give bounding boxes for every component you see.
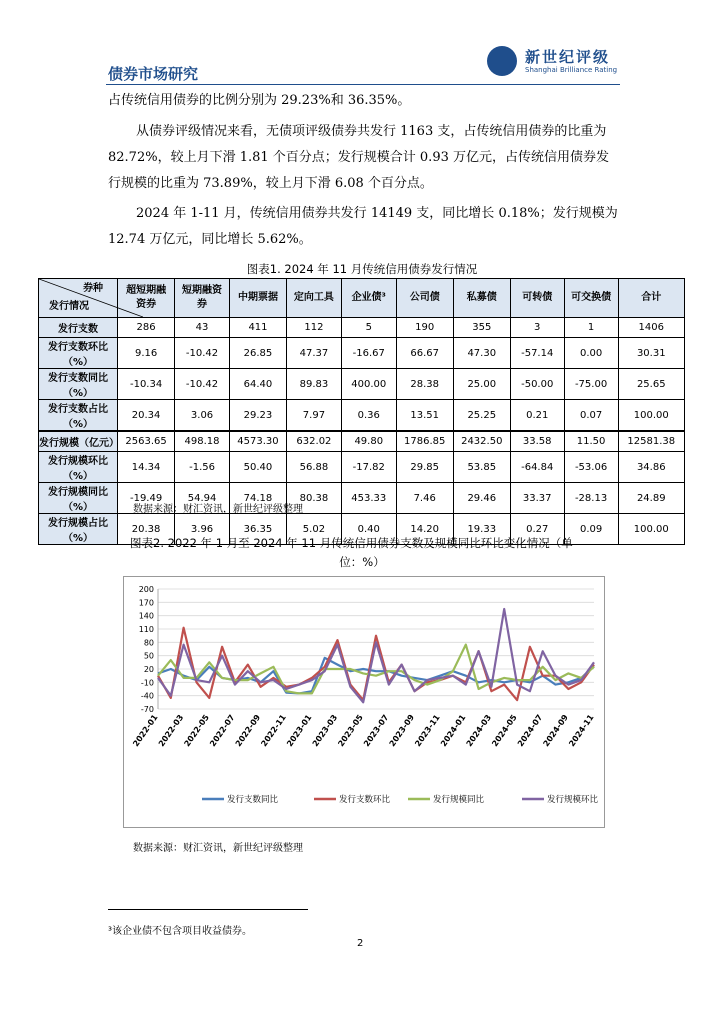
- table-cell: 355: [453, 318, 510, 338]
- table-cell: 64.40: [229, 369, 286, 400]
- corner-bottom-label: 发行情况: [49, 301, 89, 312]
- table-row: [39, 338, 685, 369]
- table-row: [39, 452, 685, 483]
- table-caption: 图表1. 2024 年 11 月传统信用债券发行情况: [246, 262, 478, 276]
- column-header: 超短期融资券: [118, 279, 175, 318]
- legend-label: 发行支数环比: [339, 795, 391, 805]
- y-tick-label: 170: [138, 598, 154, 608]
- x-tick-label: 2024-11: [567, 712, 596, 749]
- table-cell: -10.42: [175, 338, 230, 369]
- table-cell: -16.67: [341, 338, 396, 369]
- table-cell: 14.20: [396, 514, 453, 545]
- y-tick-label: 20: [143, 665, 154, 674]
- table-cell: 498.18: [175, 431, 230, 452]
- table-cell: 0.21: [510, 400, 564, 432]
- y-tick-label: 200: [138, 585, 154, 594]
- x-tick-label: 2022-05: [182, 712, 211, 749]
- column-header: 定向工具: [287, 279, 342, 318]
- table-cell: -57.14: [510, 338, 564, 369]
- footnote: ³该企业债不包含项目收益债券。: [108, 926, 253, 937]
- column-header: 私募债: [453, 279, 510, 318]
- table-cell: 0.36: [341, 400, 396, 432]
- x-tick-label: 2023-11: [413, 712, 442, 749]
- table-cell: 74.18: [229, 483, 286, 514]
- table-cell: 19.33: [453, 514, 510, 545]
- row-label: 发行规模占比（%）: [39, 514, 118, 545]
- x-tick-label: 2024-01: [438, 712, 468, 749]
- table-cell: 14.34: [118, 452, 175, 483]
- table-cell: 20.38: [118, 514, 175, 545]
- table-cell: 0.00: [564, 338, 618, 369]
- table-cell: 0.09: [564, 514, 618, 545]
- column-header: 合计: [618, 279, 684, 318]
- table-cell: 100.00: [618, 400, 684, 432]
- table-cell: 26.85: [229, 338, 286, 369]
- table-cell: 5.02: [287, 514, 342, 545]
- table-cell: 13.51: [396, 400, 453, 432]
- table-cell: 411: [229, 318, 286, 338]
- row-label: 发行规模（亿元）: [39, 431, 118, 452]
- table-cell: 400.00: [341, 369, 396, 400]
- table-cell: 1406: [618, 318, 684, 338]
- legend-label: 发行规模环比: [547, 795, 599, 805]
- table-cell: 632.02: [287, 431, 342, 452]
- x-tick-label: 2023-03: [310, 712, 340, 749]
- table-cell: 1786.85: [396, 431, 453, 452]
- column-header: 企业债³: [341, 279, 396, 318]
- table-cell: -19.49: [118, 483, 175, 514]
- table-cell: -28.13: [564, 483, 618, 514]
- table-cell: 112: [287, 318, 342, 338]
- table-cell: 4573.30: [229, 431, 286, 452]
- y-tick-label: 140: [138, 611, 154, 621]
- table-cell: -75.00: [564, 369, 618, 400]
- paragraph-1: 占传统信用债券的比例分别为 29.23%和 36.35%。: [108, 93, 411, 108]
- logo-english-name: Shanghai Brilliance Rating: [525, 66, 618, 74]
- table-cell: 30.31: [618, 338, 684, 369]
- table-cell: 0.07: [564, 400, 618, 432]
- table-cell: 53.85: [453, 452, 510, 483]
- paragraph-3: 2024 年 1-11 月，传统信用债券共发行 14149 支，同比增长 0.18%；发行规模为 12.74 万亿元，同比增长 5.62%。: [108, 206, 618, 247]
- x-tick-label: 2023-01: [285, 712, 314, 749]
- table-cell: -10.34: [118, 369, 175, 400]
- table-cell: 54.94: [175, 483, 230, 514]
- table-row: [39, 431, 685, 452]
- row-label: 发行支数环比（%）: [39, 338, 118, 369]
- section-title: 债券市场研究: [108, 65, 199, 83]
- table-cell: 3.06: [175, 400, 230, 432]
- table-cell: -64.84: [510, 452, 564, 483]
- table-cell: 56.88: [287, 452, 342, 483]
- y-tick-label: 50: [143, 651, 154, 661]
- y-tick-label: -10: [140, 678, 154, 688]
- y-tick-label: 110: [138, 625, 154, 634]
- logo-chinese-name: 新世纪评级: [525, 48, 611, 66]
- paragraph-2: 从债券评级情况来看，无债项评级债券共发行 1163 支，占传统信用债券的比重为 82.72%，较上月下滑 1.81 个百分点；发行规模合计 0.93 万亿元，占传统信用债券发行规模的比重为 73.89%，较上月下滑 6.08 个百分点。: [108, 124, 609, 191]
- header-rule: [106, 84, 620, 85]
- table-cell: 12581.38: [618, 431, 684, 452]
- x-tick-label: 2023-05: [336, 712, 365, 749]
- table-cell: 190: [396, 318, 453, 338]
- y-tick-label: -70: [140, 705, 154, 714]
- table-cell: 28.38: [396, 369, 453, 400]
- table-cell: 2432.50: [453, 431, 510, 452]
- table-cell: 66.67: [396, 338, 453, 369]
- table-cell: 0.27: [510, 514, 564, 545]
- column-header: 可转债: [510, 279, 564, 318]
- x-tick-label: 2024-05: [490, 712, 519, 749]
- row-label: 发行支数占比（%）: [39, 400, 118, 432]
- footnote-rule: [108, 909, 308, 910]
- line-chart-frame: [123, 576, 605, 828]
- x-tick-label: 2022-11: [259, 712, 288, 749]
- series-line-2: [158, 628, 594, 700]
- table-cell: 47.37: [287, 338, 342, 369]
- table-cell: 3.96: [175, 514, 230, 545]
- table-row: [39, 400, 685, 432]
- table-cell: 33.37: [510, 483, 564, 514]
- table-cell: -10.42: [175, 369, 230, 400]
- table-cell: 100.00: [618, 514, 684, 545]
- column-header: 中期票据: [229, 279, 286, 318]
- x-tick-label: 2022-03: [156, 712, 186, 749]
- column-header: 公司债: [396, 279, 453, 318]
- table-cell: 89.83: [287, 369, 342, 400]
- table-row: [39, 318, 685, 338]
- table-source: 数据来源：财汇资讯，新世纪评级整理: [133, 504, 303, 515]
- table-cell: 7.97: [287, 400, 342, 432]
- table-cell: 34.86: [618, 452, 684, 483]
- table-cell: 80.38: [287, 483, 342, 514]
- table-cell: -1.56: [175, 452, 230, 483]
- x-tick-label: 2024-07: [515, 712, 545, 749]
- row-label: 发行支数: [39, 318, 118, 338]
- chart-source: 数据来源：财汇资讯，新世纪评级整理: [133, 843, 303, 854]
- x-tick-label: 2024-03: [464, 712, 494, 749]
- legend-label: 发行支数同比: [227, 795, 279, 805]
- table-cell: 49.80: [341, 431, 396, 452]
- table-cell: 25.65: [618, 369, 684, 400]
- column-header: 短期融资券: [175, 279, 230, 318]
- table-cell: 43: [175, 318, 230, 338]
- table-row: [39, 369, 685, 400]
- table-cell: 50.40: [229, 452, 286, 483]
- table-cell: 286: [118, 318, 175, 338]
- table-cell: 5: [341, 318, 396, 338]
- table-cell: 1: [564, 318, 618, 338]
- table-cell: 11.50: [564, 431, 618, 452]
- table-cell: 2563.65: [118, 431, 175, 452]
- table-cell: -50.00: [510, 369, 564, 400]
- page-number: 2: [357, 938, 364, 949]
- chart-caption-line2: 位：%）: [339, 555, 385, 569]
- table-cell: 25.00: [453, 369, 510, 400]
- y-tick-label: 80: [143, 638, 154, 648]
- company-logo: [487, 44, 627, 82]
- table-cell: 24.89: [618, 483, 684, 514]
- table-cell: 0.40: [341, 514, 396, 545]
- table-cell: 25.25: [453, 400, 510, 432]
- table-cell: -17.82: [341, 452, 396, 483]
- table-cell: 33.58: [510, 431, 564, 452]
- table-cell: 7.46: [396, 483, 453, 514]
- table-cell: 47.30: [453, 338, 510, 369]
- y-tick-label: -40: [140, 691, 154, 701]
- x-tick-label: 2023-09: [387, 712, 417, 749]
- table-cell: 9.16: [118, 338, 175, 369]
- table-cell: -53.06: [564, 452, 618, 483]
- table-cell: 20.34: [118, 400, 175, 432]
- table-cell: 29.85: [396, 452, 453, 483]
- table-cell: 29.46: [453, 483, 510, 514]
- x-tick-label: 2022-09: [233, 712, 263, 749]
- row-label: 发行支数同比（%）: [39, 369, 118, 400]
- table-cell: 36.35: [229, 514, 286, 545]
- x-tick-label: 2022-01: [131, 712, 160, 749]
- x-tick-label: 2023-07: [362, 712, 391, 749]
- column-header: 可交换债: [564, 279, 618, 318]
- table-cell: 29.23: [229, 400, 286, 432]
- row-label: 发行规模同比（%）: [39, 483, 118, 514]
- line-chart: [124, 577, 604, 827]
- x-tick-label: 2024-09: [541, 712, 570, 749]
- corner-cell: [39, 279, 118, 318]
- table-cell: 453.33: [341, 483, 396, 514]
- logo-emblem-icon: [487, 46, 517, 76]
- corner-top-label: 券种: [83, 283, 104, 294]
- table-cell: 3: [510, 318, 564, 338]
- row-label: 发行规模环比（%）: [39, 452, 118, 483]
- legend-label: 发行规模同比: [433, 795, 485, 805]
- table-header-row: [39, 279, 685, 318]
- chart-caption-line1: 图表2. 2022 年 1 月至 2024 年 11 月传统信用债券支数及规模同比环比变化情况（单: [130, 536, 573, 550]
- x-tick-label: 2022-07: [208, 712, 237, 749]
